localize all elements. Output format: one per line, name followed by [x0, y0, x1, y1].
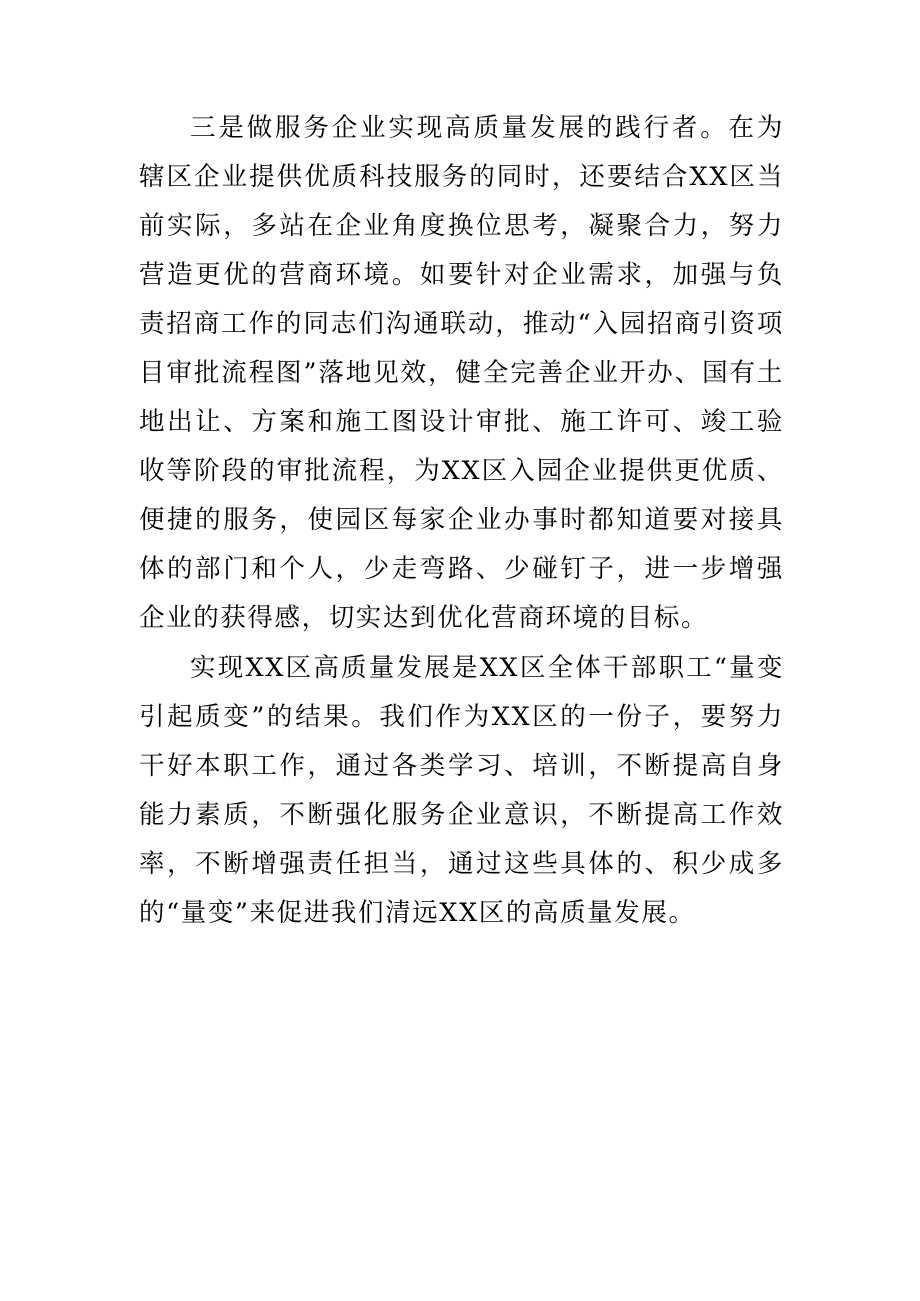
- paragraph-high-quality-development: 实现XX区高质量发展是XX区全体干部职工“量变引起质变”的结果。我们作为XX区的一份子，要努力干好本职工作，通过各类学习、培训，不断提高自身能力素质，不断强化服务企业意识，不断提高工作效率，不断增强责任担当，通过这些具体的、积少成多的“量变”来促进我们清远XX区的高质量发展。: [139, 653, 784, 928]
- paragraph-service-enterprises: 三是做服务企业实现高质量发展的践行者。在为辖区企业提供优质科技服务的同时，还要结合XX区当前实际，多站在企业角度换位思考，凝聚合力，努力营造更优的营商环境。如要针对企业需求，加强与负责招商工作的同志们沟通联动，推动“入园招商引资项目审批流程图”落地见效，健全完善企业开办、国有土地出让、方案和施工图设计审批、施工许可、竣工验收等阶段的审批流程，为XX区入园企业提供更优质、便捷的服务，使园区每家企业办事时都知道要对接具体的部门和个人，少走弯路、少碰钉子，进一步增强企业的获得感，切实达到优化营商环境的目标。: [139, 113, 784, 633]
- document-page: [139, 104, 784, 939]
